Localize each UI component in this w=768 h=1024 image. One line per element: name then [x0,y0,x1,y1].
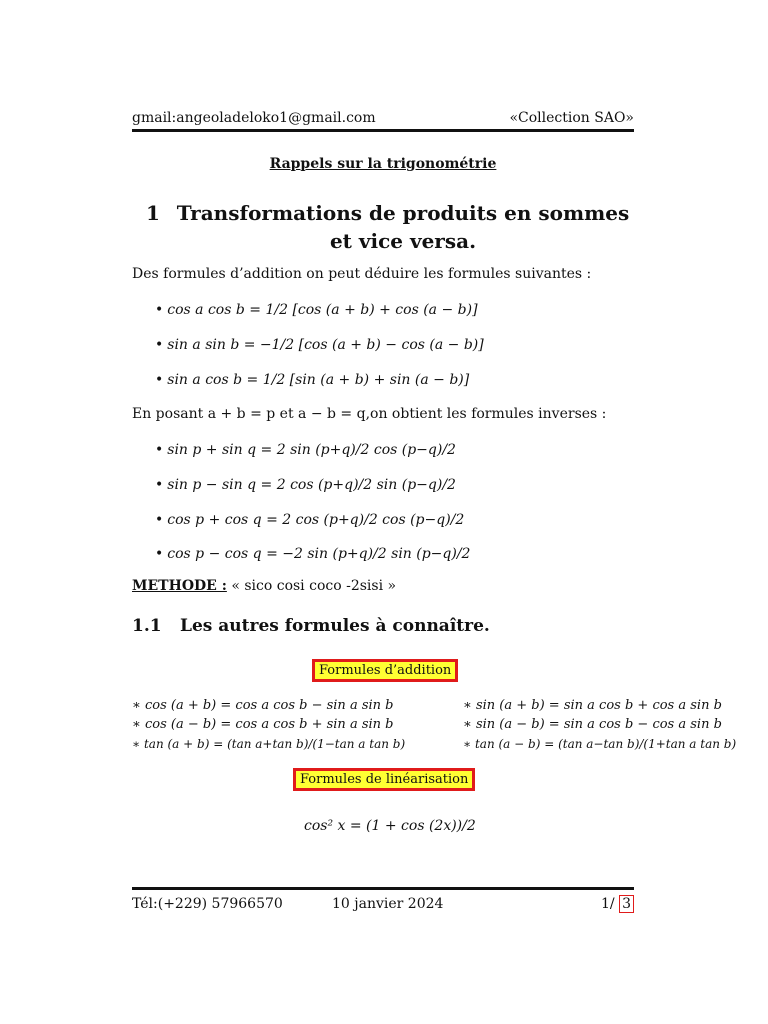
product-formula-1: • cos a cos b = 1/2 [cos (a + b) + cos (a − b)] [155,302,478,318]
sum-formula-2: • sin p − sin q = 2 cos (p+q)/2 sin (p−q)/2 [155,477,456,493]
header-rule [132,129,634,132]
formula-rhs: sin a cos b − cos a sin b [563,717,722,732]
formula-rhs: cos a cos b − sin a sin b [235,698,394,713]
formula-text: cos a cos b = 1/2 [cos (a + b) + cos (a − b)] [167,302,478,318]
addition-left-row-2 [132,717,393,732]
formula-rhs: sin a cos b + cos a sin b [563,698,722,713]
product-formula-2: • sin a sin b = −1/2 [cos (a + b) − cos (a − b)] [155,337,484,353]
formula-rhs: cos a cos b + sin a sin b [235,717,394,732]
formula-lhs: ∗ sin (a − b) = [463,717,560,732]
posant-paragraph: En posant a + b = p et a − b = q,on obtient les formules inverses : [132,406,607,422]
document-subtitle: Rappels sur la trigonométrie [269,156,497,172]
sum-formula-1: • sin p + sin q = 2 sin (p+q)/2 cos (p−q)/2 [155,442,456,458]
linearisation-box-label: Formules de linéarisation [293,768,475,791]
formula-lhs: ∗ cos (a + b) = [132,698,232,713]
subsection-title [132,616,490,636]
formula-text: cos p − cos q = −2 sin (p+q)/2 sin (p−q)/2 [167,546,471,562]
product-formula-3: • sin a cos b = 1/2 [sin (a + b) + sin (a − b)] [155,372,470,388]
header-collection: «Collection SAO» [509,110,634,126]
formula-text: sin p + sin q = 2 sin (p+q)/2 cos (p−q)/2 [167,442,456,458]
section-title-text: Transformations de produits en sommes et vice versa. [176,201,630,253]
formula-text: cos p + cos q = 2 cos (p+q)/2 cos (p−q)/2 [167,512,465,528]
formula-rhs: (tan a+tan b)/(1−tan a tan b) [227,737,406,751]
subsection-number: 1.1 [132,616,162,636]
sum-formula-4: • cos p − cos q = −2 sin (p+q)/2 sin (p−q)/2 [155,546,471,562]
footer-page-number [601,896,634,912]
footer-date: 10 janvier 2024 [332,896,444,912]
formula-rhs: (tan a−tan b)/(1+tan a tan b) [558,737,737,751]
section-title [132,199,634,255]
sum-formula-3: • cos p + cos q = 2 cos (p+q)/2 cos (p−q)/2 [155,512,465,528]
addition-right-row-1 [463,698,722,713]
methode-text: « sico cosi coco -2sisi » [231,578,397,594]
formula-text: sin a sin b = −1/2 [cos (a + b) − cos (a − b)] [167,337,484,353]
section-number: 1 [146,201,160,225]
addition-left-row-1 [132,698,393,713]
total-pages-link[interactable]: 3 [619,895,634,913]
methode-line [132,578,396,594]
intro-paragraph: Des formules d’addition on peut déduire les formules suivantes : [132,266,592,282]
footer-rule [132,887,634,890]
addition-right-row-2 [463,717,722,732]
methode-label: METHODE : [132,578,227,594]
formula-lhs: ∗ cos (a − b) = [132,717,232,732]
addition-box-label: Formules d’addition [312,659,458,682]
formula-lhs: ∗ tan (a − b) = [463,737,555,751]
addition-left-row-3 [132,737,405,751]
formula-text: sin p − sin q = 2 cos (p+q)/2 sin (p−q)/2 [167,477,456,493]
page-prefix: 1/ [601,896,615,912]
footer-phone: Tél:(+229) 57966570 [132,896,283,912]
page-header [132,110,634,126]
formula-text: sin a cos b = 1/2 [sin (a + b) + sin (a − b)] [167,372,470,388]
formula-lhs: ∗ sin (a + b) = [463,698,560,713]
header-email: gmail:angeoladeloko1@gmail.com [132,110,376,126]
addition-right-row-3 [463,737,736,751]
formula-lhs: ∗ tan (a + b) = [132,737,224,751]
linearisation-formula: cos² x = (1 + cos (2x))/2 [304,818,476,834]
subsection-title-text: Les autres formules à connaître. [180,616,490,636]
